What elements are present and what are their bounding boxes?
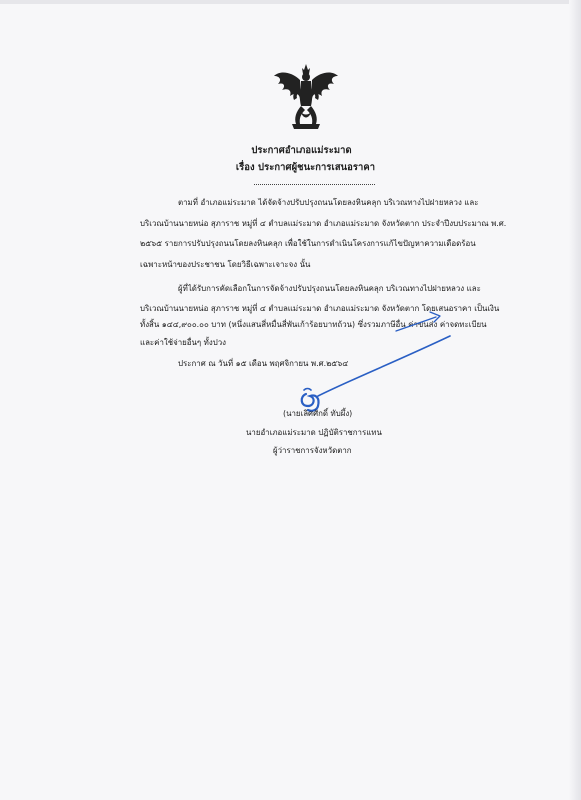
para2-line-2: บริเวณบ้านนายหน่อ สุภาราช หมู่ที่ ๔ ตำบลแม่ระมาด อำเภอแม่ระมาด จังหวัดตาก โดยเสนอราคา เป็นเงิน bbox=[140, 304, 500, 313]
page-top-edge bbox=[0, 0, 581, 4]
signer-position-2: ผู้ว่าราชการจังหวัดตาก bbox=[273, 446, 352, 455]
announcement-title: ประกาศอำเภอแม่ระมาด bbox=[251, 145, 352, 156]
para1-line-2: บริเวณบ้านนายหน่อ สุภาราช หมู่ที่ ๔ ตำบลแม่ระมาด อำเภอแม่ระมาด จังหวัดตาก ประจำปีงบประมาณ พ.ศ. bbox=[140, 219, 507, 228]
para2-line-1: ผู้ที่ได้รับการคัดเลือกในการจัดจ้างปรับปรุงถนนโดยลงหินคลุก บริเวณทางไปฝายหลวง และ bbox=[178, 284, 481, 293]
para1-line-1: ตามที่ อำเภอแม่ระมาด ได้จัดจ้างปรับปรุงถนนโดยลงหินคลุก บริเวณทางไปฝายหลวง และ bbox=[178, 198, 479, 207]
signer-position: นายอำเภอแม่ระมาด ปฏิบัติราชการแทน bbox=[246, 428, 382, 437]
para2-line-4: และค่าใช้จ่ายอื่นๆ ทั้งปวง bbox=[140, 338, 226, 347]
para1-line-3: ๒๕๖๕ รายการปรับปรุงถนนโดยลงหินคลุก เพื่อใช้ในการดำเนินโครงการแก้ไขปัญหาความเดือดร้อน bbox=[140, 239, 476, 248]
announcement-subject: เรื่อง ประกาศผู้ชนะการเสนอราคา bbox=[235, 162, 376, 173]
title-divider bbox=[254, 184, 375, 185]
para1-line-4: เฉพาะหน้าของประชาชน โดยวิธีเฉพาะเจาะจง นั้น bbox=[140, 260, 311, 269]
page-right-edge bbox=[569, 0, 581, 800]
para2-line-3: ทั้งสิ้น ๑๔๔,๙๐๐.๐๐ บาท (หนึ่งแสนสี่หมื่นสี่พันเก้าร้อยบาทถ้วน) ซึ่งรวมภาษีอื่น ค่าขนส่ง ค่าจดทะเบียน bbox=[140, 320, 487, 329]
signer-name: (นายเลิศศักดิ์ ทับผึ้ง) bbox=[283, 409, 353, 418]
garuda-emblem-icon bbox=[270, 62, 342, 132]
announce-date: ประกาศ ณ วันที่ ๑๕ เดือน พฤศจิกายน พ.ศ.๒๕๖๔ bbox=[178, 359, 349, 368]
